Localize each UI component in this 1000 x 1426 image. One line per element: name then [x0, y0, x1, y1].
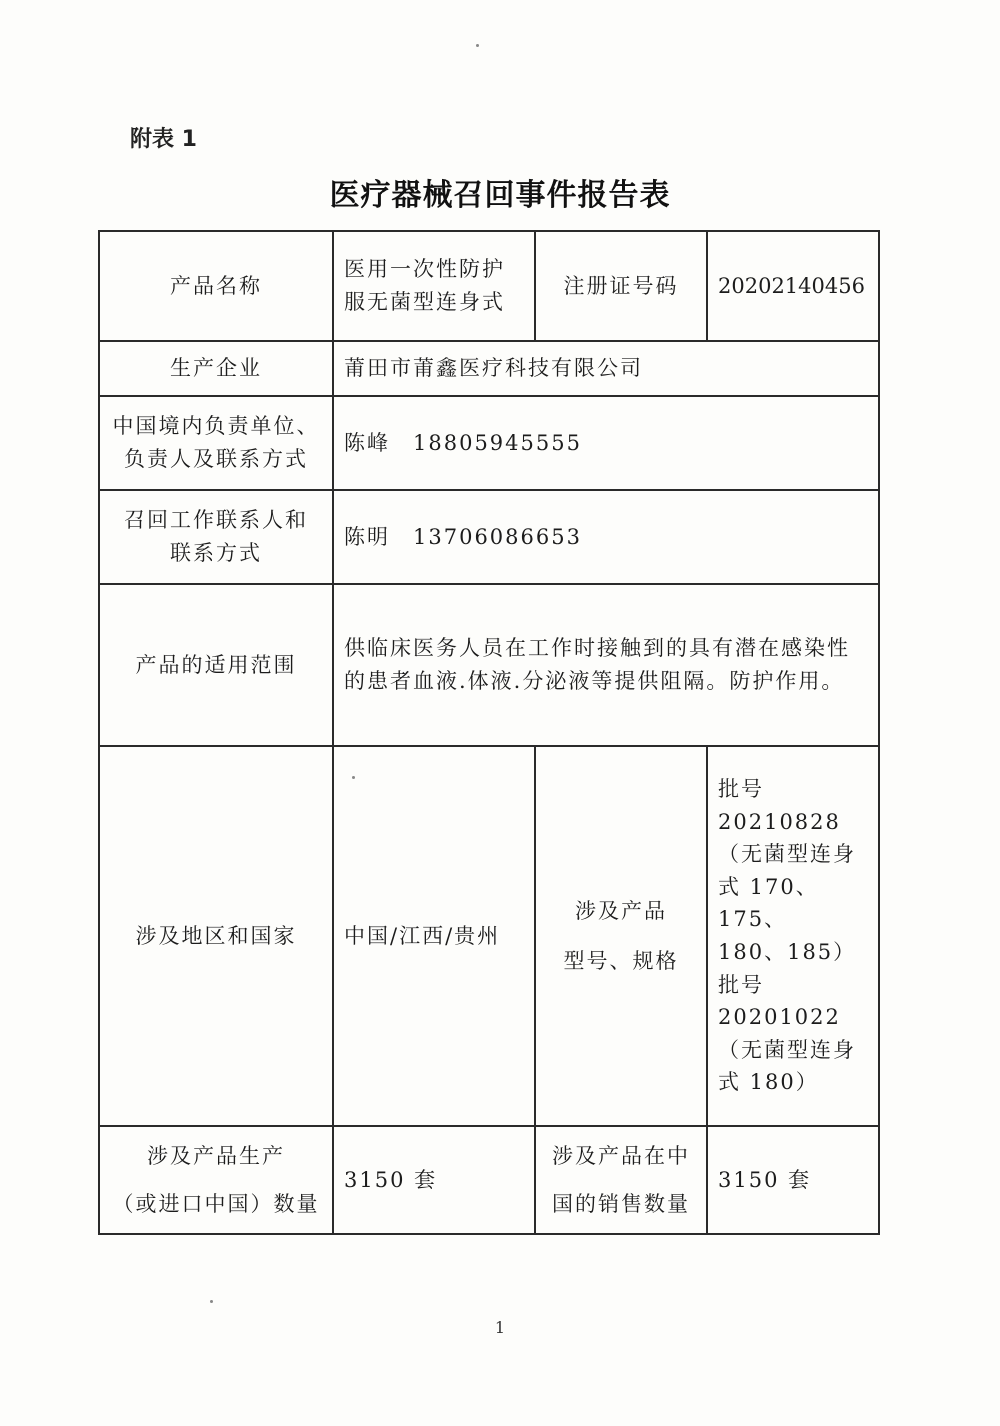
regions-label: 涉及地区和国家 — [99, 746, 333, 1126]
sales-qty-value: 3150 套 — [707, 1126, 879, 1234]
recall-contact-value: 陈明 13706086653 — [333, 490, 879, 584]
regions-value: 中国/江西/贵州 — [333, 746, 535, 1126]
models-label: 涉及产品 型号、规格 — [535, 746, 707, 1126]
domestic-contact-value: 陈峰 18805945555 — [333, 396, 879, 490]
page-number: 1 — [494, 1318, 506, 1337]
table-row — [99, 490, 879, 584]
domestic-contact-label: 中国境内负责单位、 负责人及联系方式 — [99, 396, 333, 490]
table-row — [99, 231, 879, 341]
manufacturer-value: 莆田市莆鑫医疗科技有限公司 — [333, 341, 879, 396]
manufacturer-label: 生产企业 — [99, 341, 333, 396]
sales-qty-label: 涉及产品在中 国的销售数量 — [535, 1126, 707, 1234]
scope-value: 供临床医务人员在工作时接触到的具有潜在感染性的患者血液.体液.分泌液等提供阻隔。防护作用。 — [333, 584, 879, 746]
product-name-value: 医用一次性防护服无菌型连身式 — [333, 231, 535, 341]
scan-speck — [210, 1300, 213, 1303]
attachment-label: 附表 1 — [130, 127, 197, 152]
registration-label: 注册证号码 — [535, 231, 707, 341]
table-row — [99, 396, 879, 490]
recall-report-table — [98, 230, 880, 1235]
table-row — [99, 584, 879, 746]
production-qty-label: 涉及产品生产 （或进口中国）数量 — [99, 1126, 333, 1234]
models-value: 批号 20210828 （无菌型连身 式 170、175、 180、185） 批号 20201022 （无菌型连身 式 180） — [707, 746, 879, 1126]
table-row — [99, 341, 879, 396]
recall-contact-label: 召回工作联系人和 联系方式 — [99, 490, 333, 584]
scope-label: 产品的适用范围 — [99, 584, 333, 746]
table-row — [99, 746, 879, 1126]
page-title: 医疗器械召回事件报告表 — [329, 178, 671, 213]
scan-speck — [476, 44, 479, 47]
registration-value: 20202140456 — [707, 231, 879, 341]
product-name-label: 产品名称 — [99, 231, 333, 341]
table-row — [99, 1126, 879, 1234]
production-qty-value: 3150 套 — [333, 1126, 535, 1234]
